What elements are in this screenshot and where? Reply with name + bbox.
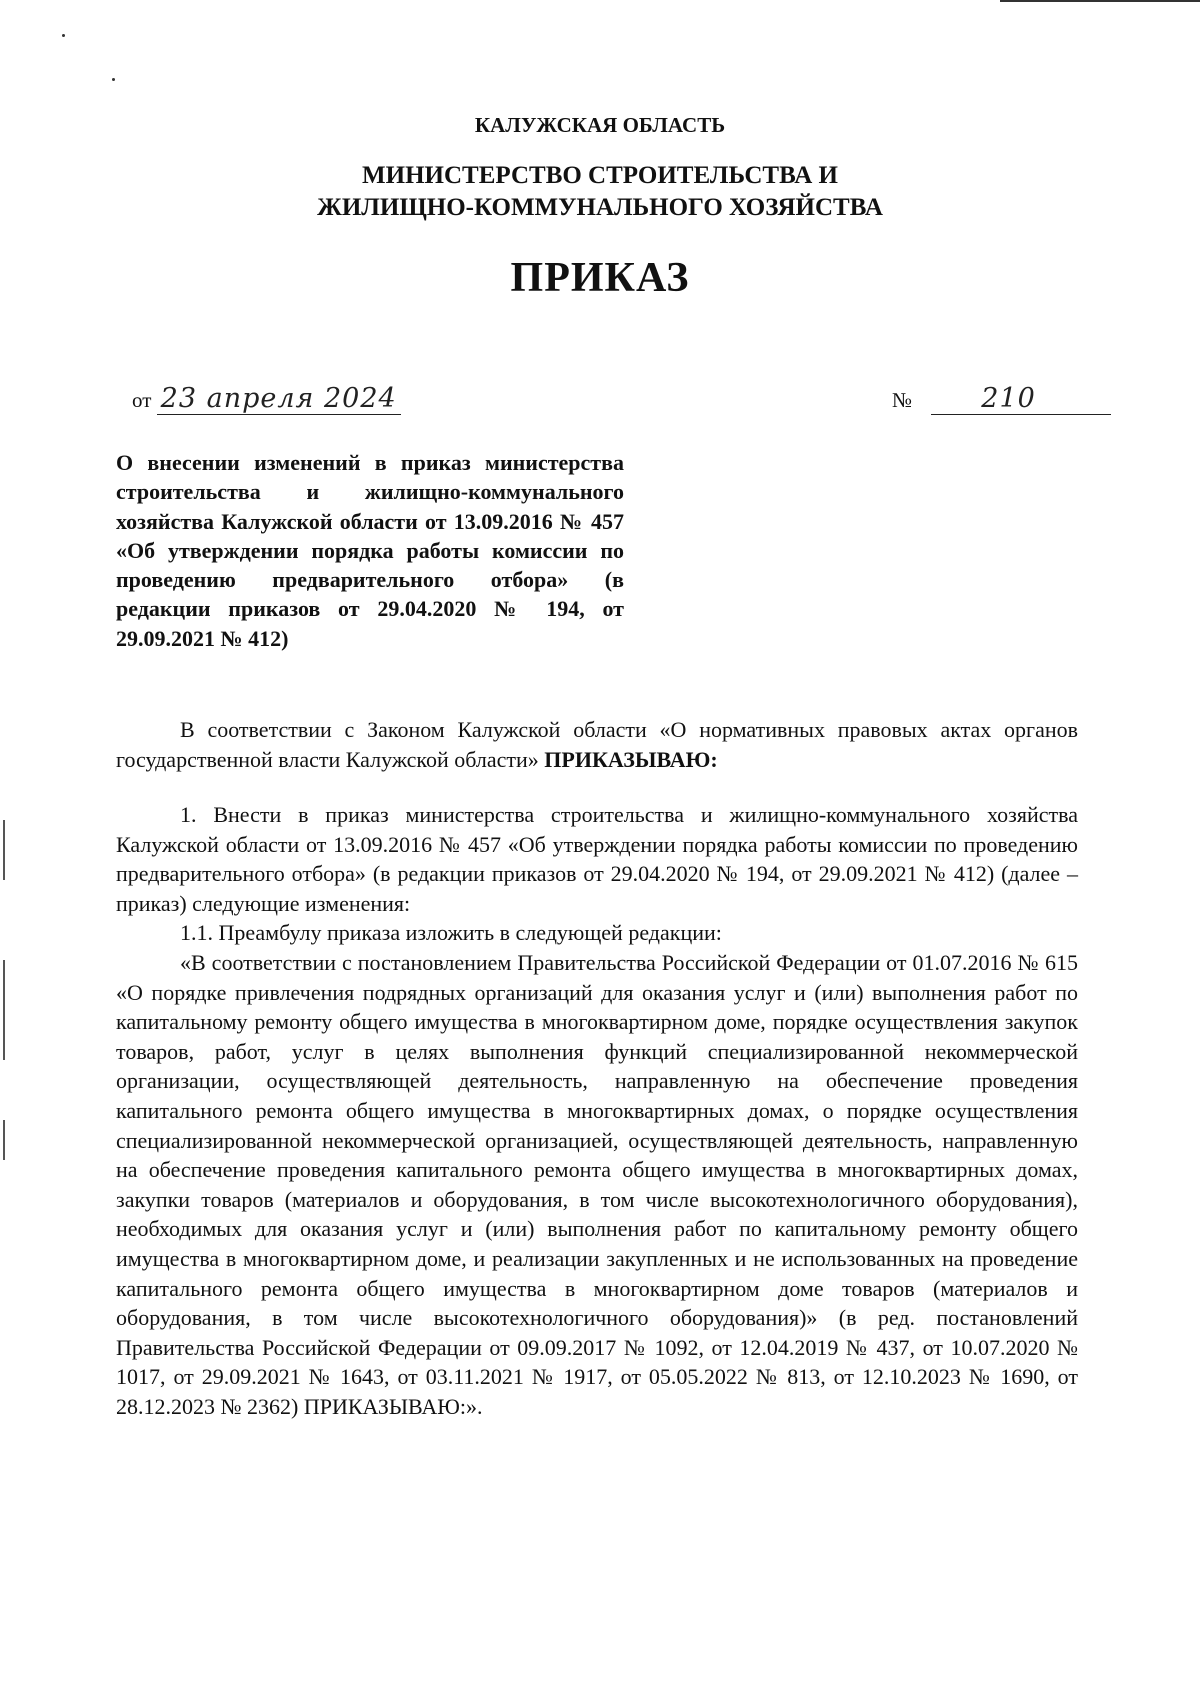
preamble bbox=[116, 715, 1078, 774]
scan-top-border bbox=[1000, 0, 1200, 2]
ministry-heading bbox=[0, 160, 1200, 224]
preamble-text: В соответствии с Законом Калужской области «О нормативных правовых актах органов государственной власти Калужской области» bbox=[116, 717, 1078, 772]
scan-edge-mark bbox=[3, 960, 5, 1060]
number-line bbox=[931, 383, 1111, 415]
preamble-order-word: ПРИКАЗЫВАЮ: bbox=[544, 746, 718, 772]
date-prefix: от bbox=[132, 388, 152, 412]
order-items bbox=[116, 800, 1078, 1421]
date-line bbox=[157, 383, 401, 415]
scan-speck bbox=[62, 34, 65, 37]
scan-edge-mark bbox=[3, 1120, 5, 1160]
scan-speck bbox=[112, 78, 115, 81]
order-title: ПРИКАЗ bbox=[510, 255, 690, 301]
item-1-1: 1.1. Преамбулу приказа изложить в следующей редакции: bbox=[180, 920, 722, 946]
order-number bbox=[892, 383, 1111, 415]
ministry-line-2: ЖИЛИЩНО-КОММУНАЛЬНОГО ХОЗЯЙСТВА bbox=[317, 194, 883, 221]
order-date bbox=[132, 383, 401, 415]
item-1: 1. Внести в приказ министерства строительства и жилищно-коммунального хозяйства Калужской области от 13.09.2016 № 457 «Об утверждении порядка работы комиссии по проведению предварительного отбора» (в редакции приказов от 29.04.2020 № 194, от 29.09.2021 № 412) (далее – приказ) следующие изменения: bbox=[116, 802, 1078, 916]
preamble-paragraph bbox=[116, 715, 1078, 774]
number-prefix: № bbox=[892, 388, 913, 412]
handwritten-date: 23 апреля 2024 bbox=[160, 383, 397, 414]
quoted-preamble: «В соответствии с постановлением Правительства Российской Федерации от 01.07.2016 № 615 «О порядке привлечения подрядных организаций для оказания услуг и (или) выполнения работ по капитальному ремонту общего имущества в многоквартирном доме, порядке осуществления закупок товаров, работ, услуг в целях выполнения функций специализированной некоммерческой организации, осуществляющей деятельность, направленную на обеспечение проведения капитального ремонта общего имущества в многоквартирных домах, о порядке осуществления специализированной некоммерческой организацией, осуществляющей деятельность, направленную на обеспечение проведения капитального ремонта общего имущества в многоквартирных домах, закупки товаров (материалов и оборудования, в том числе высокотехнологичного оборудования), необходимых для оказания услуг и (или) выполнения работ по капитальному ремонту общего имущества в многоквартирном доме, и реализации закупленных и не использованных на проведение капитального ремонта общего имущества в многоквартирном доме товаров (материалов и оборудования, в том числе высокотехнологичного оборудования)» (в ред. постановлений Правительства Российской Федерации от 09.09.2017 № 1092, от 12.04.2019 № 437, от 10.07.2020 № 1017, от 29.09.2021 № 1643, от 03.11.2021 № 1917, от 05.05.2022 № 813, от 12.10.2023 № 1690, от 28.12.2023 № 2362) ПРИКАЗЫВАЮ:». bbox=[116, 949, 1078, 1419]
order-subject: О внесении изменений в приказ министерства строительства и жилищно-коммунального хозяйства Калужской области от 13.09.2016 № 457 «Об утверждении порядка работы комиссии по проведению предварительного отбора» (в редакции приказов от 29.04.2020 № 194, от 29.09.2021 № 412) bbox=[116, 450, 624, 651]
scan-edge-mark bbox=[3, 820, 5, 880]
region-heading: КАЛУЖСКАЯ ОБЛАСТЬ bbox=[474, 113, 726, 137]
ministry-line-1: МИНИСТЕРСТВО СТРОИТЕЛЬСТВА И bbox=[362, 162, 838, 189]
handwritten-number: 210 bbox=[981, 383, 1036, 414]
